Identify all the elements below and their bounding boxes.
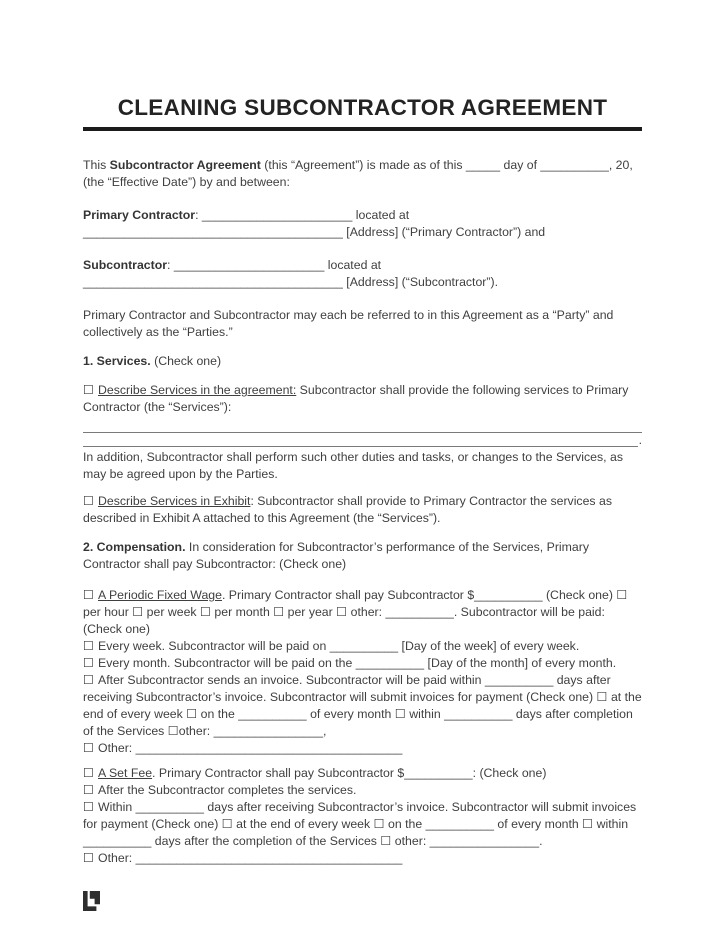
- subcontractor-clause: [83, 257, 642, 291]
- services-option-agreement-label: Describe Services in the agreement:: [98, 383, 297, 397]
- wage-option-other: [83, 740, 642, 757]
- set-fee-text: . Primary Contractor shall pay Subcontractor $__________: (Check one): [152, 766, 547, 780]
- checkbox-icon[interactable]: ☐: [83, 783, 95, 797]
- services-heading-number: 1. Services.: [83, 354, 151, 368]
- primary-contractor-name-blank: : ______________________ located at: [195, 208, 410, 222]
- checkbox-icon[interactable]: ☐: [83, 741, 95, 755]
- checkbox-icon[interactable]: ☐: [83, 673, 95, 687]
- services-option-exhibit-label: Describe Services in Exhibit: [98, 494, 251, 508]
- wage-option-every-week-text: Every week. Subcontractor will be paid on __________ [Day of the week] of every week.: [98, 639, 580, 653]
- intro-agreement-name: Subcontractor Agreement: [109, 158, 261, 172]
- wage-option-every-week: [83, 638, 642, 655]
- blank-line: [83, 433, 642, 447]
- blank-line-period: .: [638, 433, 642, 447]
- set-fee-option-within-text: Within __________ days after receiving Subcontractor’s invoice. Subcontractor will submit invoices for payment (Check one) ☐ at the end of every week ☐ on the __________ of every month ☐ within __________ days after the completion of the Services ☐ other: ________________.: [83, 800, 637, 848]
- primary-contractor-label: Primary Contractor: [83, 208, 196, 222]
- set-fee-option-other-text: Other: _______________________________________: [98, 851, 403, 865]
- set-fee-option: [83, 765, 642, 782]
- services-option-agreement-text: Subcontractor shall provide the following services to Primary Contractor (the “Services”):: [83, 383, 629, 414]
- wage-option-every-month-text: Every month. Subcontractor will be paid on the __________ [Day of the month] of every month.: [98, 656, 617, 670]
- checkbox-icon[interactable]: ☐: [83, 383, 95, 397]
- periodic-wage-label: A Periodic Fixed Wage: [98, 588, 222, 602]
- compensation-heading-number: 2. Compensation.: [83, 540, 186, 554]
- set-fee-option-completes: [83, 782, 642, 799]
- subcontractor-address-blank: ______________________________________ [Address] (“Subcontractor”).: [83, 275, 499, 289]
- services-option-exhibit-text: : Subcontractor shall provide to Primary Contractor the services as described in Exhibit A attached to this Agreement (the “Services”).: [83, 494, 612, 525]
- set-fee-block: [83, 765, 642, 867]
- subcontractor-label: Subcontractor: [83, 258, 168, 272]
- document-title: CLEANING SUBCONTRACTOR AGREEMENT: [117, 95, 608, 120]
- periodic-wage-option: [83, 587, 642, 638]
- wage-option-other-text: Other: _______________________________________: [98, 741, 403, 755]
- wage-option-invoice: [83, 672, 642, 740]
- blank-line: [83, 420, 642, 433]
- checkbox-icon[interactable]: ☐: [83, 639, 95, 653]
- checkbox-icon[interactable]: ☐: [83, 588, 95, 602]
- primary-contractor-clause: [83, 207, 642, 241]
- checkbox-icon[interactable]: ☐: [83, 494, 95, 508]
- intro-rest: (this “Agreement”) is made as of this _____ day of __________, 20, (the “Effective Date”) by and between:: [83, 158, 633, 189]
- intro-pre: This: [83, 158, 110, 172]
- title-underline-rule: [83, 127, 642, 131]
- blank-line-rule: [83, 434, 638, 447]
- services-addition-paragraph: In addition, Subcontractor shall perform such other duties and tasks, or changes to the Services, as may be agreed upon by the Parties.: [83, 450, 623, 481]
- services-heading-note: (Check one): [150, 354, 222, 368]
- checkbox-icon[interactable]: ☐: [83, 851, 95, 865]
- services-description-blanks: [83, 420, 642, 447]
- wage-option-every-month: [83, 655, 642, 672]
- compensation-heading: [83, 539, 642, 573]
- periodic-wage-block: [83, 587, 642, 757]
- services-option-exhibit: [83, 493, 642, 527]
- wage-option-invoice-text: After Subcontractor sends an invoice. Subcontractor will be paid within __________ days after receiving Subcontractor’s invoice. Subcontractor will submit invoices for payment (Check one) ☐ at the end of every week ☐ on the __________ of every month ☐ within __________ days after completion of the Services ☐other: ________________,: [83, 673, 642, 738]
- services-option-agreement: [83, 382, 642, 416]
- primary-contractor-address-blank: ______________________________________ [Address] (“Primary Contractor”) and: [83, 225, 546, 239]
- legal-templates-logo-icon: [83, 891, 100, 911]
- compensation-heading-text: In consideration for Subcontractor’s performance of the Services, Primary Contractor shall pay Subcontractor: (Check one): [83, 540, 589, 571]
- set-fee-option-other: [83, 850, 642, 867]
- set-fee-label: A Set Fee: [98, 766, 153, 780]
- services-heading: [83, 353, 642, 370]
- set-fee-option-within: [83, 799, 642, 850]
- subcontractor-name-blank: : ______________________ located at: [167, 258, 382, 272]
- periodic-wage-text: . Primary Contractor shall pay Subcontractor $__________ (Check one) ☐ per hour ☐ per week ☐ per month ☐ per year ☐ other: __________. Subcontractor will be paid: (Check one): [83, 588, 628, 636]
- checkbox-icon[interactable]: ☐: [83, 800, 95, 814]
- set-fee-option-completes-text: After the Subcontractor completes the services.: [98, 783, 357, 797]
- checkbox-icon[interactable]: ☐: [83, 656, 95, 670]
- checkbox-icon[interactable]: ☐: [83, 766, 95, 780]
- parties-paragraph: Primary Contractor and Subcontractor may each be referred to in this Agreement as a “Party” and collectively as the “Parties.”: [83, 308, 614, 339]
- intro-paragraph: [83, 157, 642, 191]
